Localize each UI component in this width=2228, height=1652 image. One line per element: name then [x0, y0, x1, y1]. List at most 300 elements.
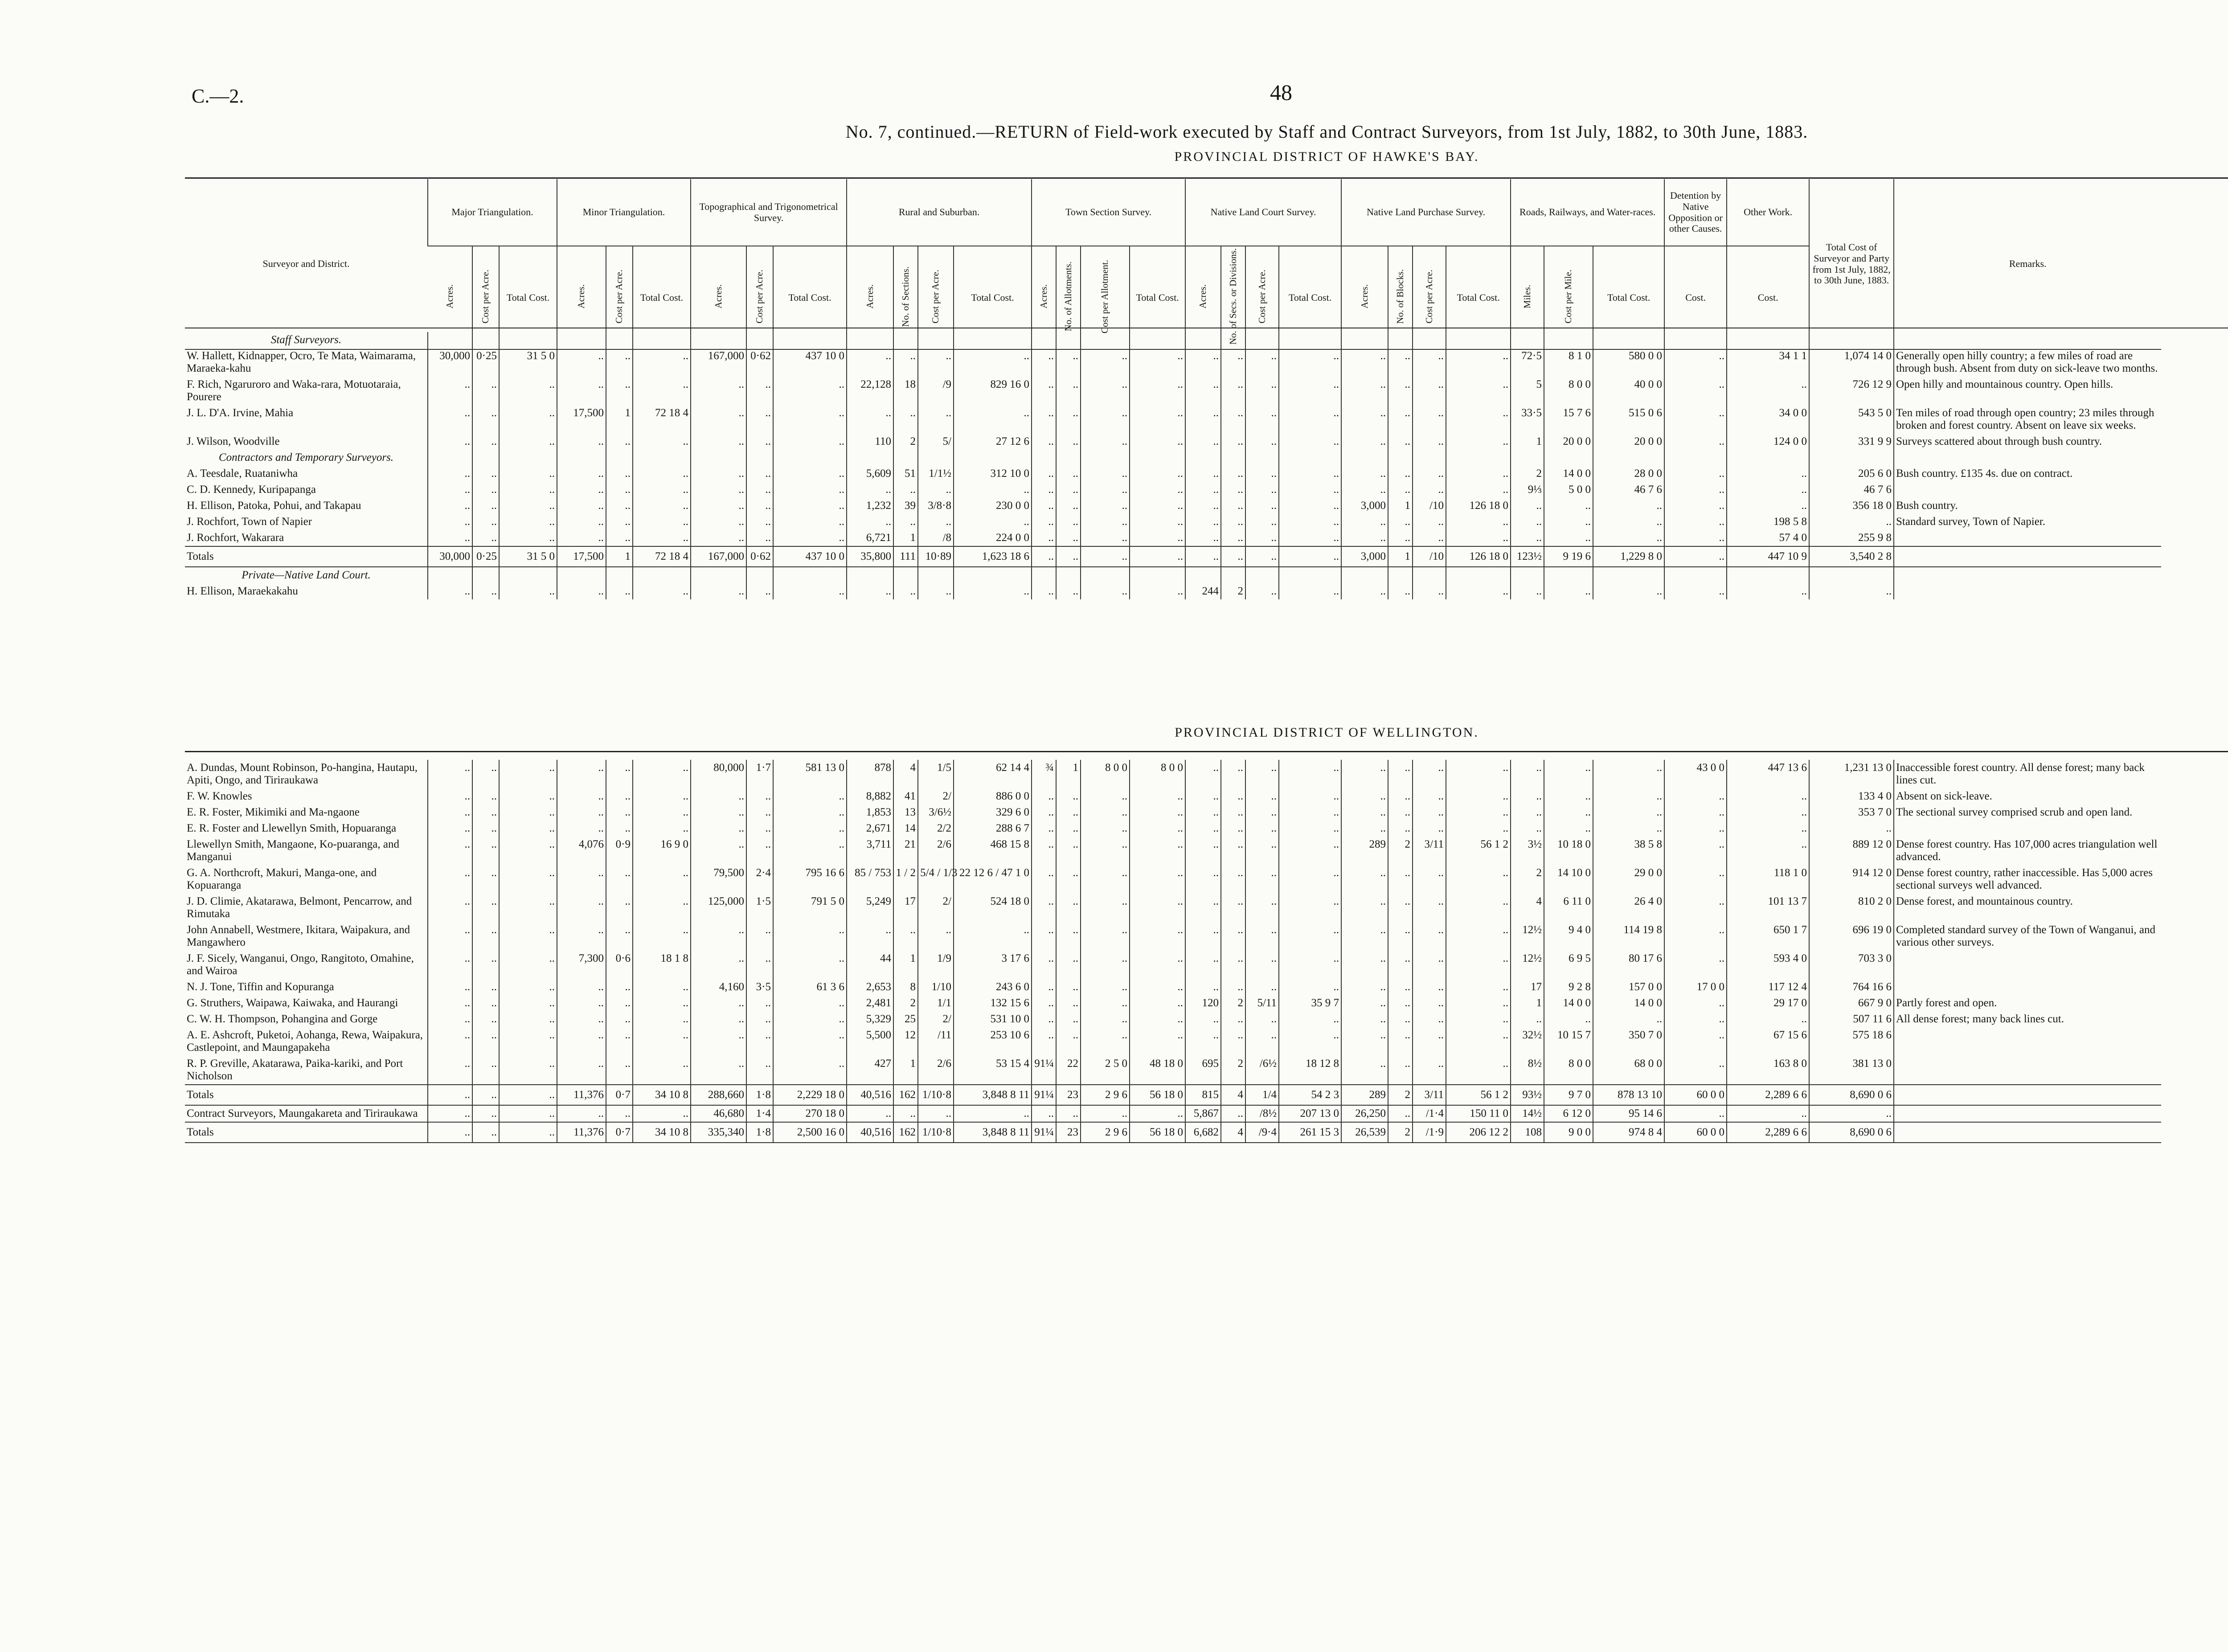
- cell-rs-a: 85 / 753: [847, 865, 893, 894]
- cell-rs-c: ..: [918, 348, 954, 377]
- cell-nl-a: ..: [1185, 514, 1221, 530]
- cell-empty: [499, 450, 557, 466]
- cell-nl-n: 2: [1221, 583, 1245, 599]
- cell-rs-c: 2/6: [918, 1056, 954, 1085]
- cell-ts-a: ..: [1032, 514, 1056, 530]
- cell-mi-a: 11,376: [557, 1122, 606, 1143]
- subheader-label: No. of Sections.: [900, 266, 911, 327]
- cell-ts-c: ..: [1081, 1027, 1130, 1056]
- subheader-label: Total Cost.: [1607, 291, 1651, 303]
- subheader-label: Total Cost.: [1288, 291, 1332, 303]
- cell-oth: ..: [1727, 377, 1809, 405]
- cell-nl-c: /9·4: [1245, 1122, 1279, 1143]
- cell-nl-c: ..: [1245, 1011, 1279, 1027]
- cell-ts-c: ..: [1081, 995, 1130, 1011]
- cell-nl-n: ..: [1221, 546, 1245, 567]
- cell-mj-t: ..: [499, 788, 557, 804]
- cell-mi-a: ..: [557, 979, 606, 995]
- cell-mj-c: ..: [472, 865, 499, 894]
- cell-name: J. Rochfort, Town of Napier: [187, 516, 312, 528]
- subheader-label: Total Cost.: [1136, 291, 1179, 303]
- cell-name: R. P. Greville, Akatarawa, Paika-kariki, and Port Nicholson: [187, 1058, 403, 1082]
- subheader-label: No. of Blocks.: [1394, 269, 1405, 324]
- subheader-label: Cost per Acre.: [930, 269, 941, 324]
- cell-mj-c: ..: [472, 922, 499, 951]
- cell-name: Totals: [185, 1122, 428, 1143]
- cell-tp-t: 791 5 0: [773, 894, 847, 922]
- cell-ts-c: 2 9 6: [1081, 1085, 1130, 1105]
- cell-np-a: ..: [1341, 820, 1388, 836]
- cell-rd-m: 1: [1511, 995, 1544, 1011]
- cell-mi-a: ..: [557, 865, 606, 894]
- cell-mj-a: ..: [428, 995, 472, 1011]
- cell-tp-a: 80,000: [691, 760, 746, 788]
- cell-np-c: ..: [1413, 1027, 1446, 1056]
- cell-rs-n: ..: [893, 514, 918, 530]
- cell-tp-a: ..: [691, 995, 746, 1011]
- cell-empty: [1446, 332, 1511, 348]
- cell-np-n: 2: [1388, 1122, 1413, 1143]
- cell-tp-c: 1·4: [746, 1105, 773, 1122]
- top-rule: [185, 177, 2228, 179]
- table-row: [185, 348, 2161, 377]
- cell-empty: [954, 332, 1032, 348]
- cell-oth: 29 17 0: [1727, 995, 1809, 1011]
- cell-mj-a: 30,000: [428, 348, 472, 377]
- cell-rs-t: 230 0 0: [954, 498, 1032, 514]
- cell-mj-c: ..: [472, 1011, 499, 1027]
- column-header: [185, 179, 2161, 350]
- cell-rs-c: 10·89: [918, 546, 954, 567]
- cell-empty: [1341, 567, 1388, 583]
- cell-rs-c: ..: [918, 1105, 954, 1122]
- cell-nl-c: ..: [1245, 348, 1279, 377]
- cell-nl-t: ..: [1279, 820, 1341, 836]
- cell-ts-t: ..: [1130, 434, 1185, 450]
- cell-rd-t: 1,229 8 0: [1593, 546, 1664, 567]
- cell-empty: [847, 332, 893, 348]
- cell-rs-n: 1: [893, 1056, 918, 1085]
- cell-mi-c: 0·7: [606, 1085, 633, 1105]
- cell-name: John Annabell, Westmere, Ikitara, Waipakura, and Mangawhero: [187, 924, 410, 948]
- cell-mj-c: ..: [472, 434, 499, 450]
- cell-nl-n: 2: [1221, 1056, 1245, 1085]
- cell-oth: ..: [1727, 788, 1809, 804]
- cell-empty: [472, 332, 499, 348]
- cell-mj-c: ..: [472, 788, 499, 804]
- header-other: Other Work.: [1727, 179, 1809, 246]
- cell-tp-c: ..: [746, 922, 773, 951]
- cell-empty: [1081, 332, 1130, 348]
- cell-ts-n: ..: [1056, 583, 1081, 599]
- cell-mi-a: ..: [557, 1105, 606, 1122]
- cell-empty: [1511, 567, 1544, 583]
- cell-empty: [1446, 450, 1511, 466]
- cell-np-a: 3,000: [1341, 498, 1388, 514]
- cell-empty: [1341, 450, 1388, 466]
- cell-det: ..: [1664, 836, 1727, 865]
- cell-nl-a: 244: [1185, 583, 1221, 599]
- cell-ts-c: ..: [1081, 820, 1130, 836]
- cell-nl-t: ..: [1279, 466, 1341, 482]
- cell-mi-c: ..: [606, 434, 633, 450]
- cell-tp-t: ..: [773, 788, 847, 804]
- cell-name: J. Rochfort, Wakarara: [187, 532, 284, 544]
- cell-ts-n: ..: [1056, 922, 1081, 951]
- cell-rd-m: ..: [1511, 788, 1544, 804]
- cell-mj-c: 0·25: [472, 546, 499, 567]
- cell-rs-c: 2/: [918, 894, 954, 922]
- cell-nl-a: 6,682: [1185, 1122, 1221, 1143]
- cell-name: W. Hallett, Kidnapper, Ocro, Te Mata, Waimarama, Maraeka-kahu: [187, 350, 416, 374]
- cell-tot: 353 7 0: [1809, 804, 1894, 820]
- cell-rd-t: 974 8 4: [1593, 1122, 1664, 1143]
- cell-mj-a: ..: [428, 1085, 472, 1105]
- cell-mj-c: ..: [472, 820, 499, 836]
- cell-tp-c: 1·8: [746, 1085, 773, 1105]
- cell-det: 43 0 0: [1664, 760, 1727, 788]
- cell-ts-n: ..: [1056, 498, 1081, 514]
- cell-rs-t: 288 6 7: [954, 820, 1032, 836]
- cell-mi-c: ..: [606, 1011, 633, 1027]
- cell-ts-c: 2 5 0: [1081, 1056, 1130, 1085]
- cell-rd-c: 14 0 0: [1544, 995, 1593, 1011]
- cell-np-t: 150 11 0: [1446, 1105, 1511, 1122]
- cell-np-t: ..: [1446, 804, 1511, 820]
- cell-empty: [1388, 567, 1413, 583]
- cell-det: ..: [1664, 434, 1727, 450]
- cell-tp-c: 0·62: [746, 546, 773, 567]
- cell-rs-n: 2: [893, 434, 918, 450]
- cell-ts-c: ..: [1081, 836, 1130, 865]
- cell-rd-t: 95 14 6: [1593, 1105, 1664, 1122]
- cell-mj-a: ..: [428, 498, 472, 514]
- cell-mj-c: ..: [472, 482, 499, 498]
- cell-rs-c: /11: [918, 1027, 954, 1056]
- cell-nl-c: ..: [1245, 922, 1279, 951]
- cell-np-n: 2: [1388, 836, 1413, 865]
- cell-mi-a: 7,300: [557, 951, 606, 979]
- cell-tp-a: ..: [691, 836, 746, 865]
- cell-mi-t: ..: [633, 804, 691, 820]
- cell-nl-t: ..: [1279, 865, 1341, 894]
- cell-rd-c: 9 0 0: [1544, 1122, 1593, 1143]
- cell-rs-a: 5,500: [847, 1027, 893, 1056]
- cell-ts-t: ..: [1130, 1011, 1185, 1027]
- cell-rd-c: 9 7 0: [1544, 1085, 1593, 1105]
- cell-ts-t: ..: [1130, 865, 1185, 894]
- cell-rs-n: 1: [893, 951, 918, 979]
- section-heading-hawkes-bay: PROVINCIAL DISTRICT OF HAWKE'S BAY.: [1174, 149, 1479, 164]
- cell-np-c: 3/11: [1413, 1085, 1446, 1105]
- cell-empty: [1413, 332, 1446, 348]
- cell-np-a: ..: [1341, 894, 1388, 922]
- cell-np-c: ..: [1413, 482, 1446, 498]
- cell-mi-t: ..: [633, 894, 691, 922]
- cell-ts-a: ..: [1032, 865, 1056, 894]
- cell-mi-t: ..: [633, 1056, 691, 1085]
- subheader-label: Cost per Mile.: [1563, 269, 1574, 324]
- cell-name: A. Teesdale, Ruataniwha: [187, 467, 298, 480]
- cell-nl-a: ..: [1185, 405, 1221, 434]
- cell-np-a: 26,250: [1341, 1105, 1388, 1122]
- cell-mj-c: ..: [472, 804, 499, 820]
- cell-mi-c: ..: [606, 466, 633, 482]
- totals-row: [185, 1122, 2161, 1143]
- cell-nl-n: ..: [1221, 498, 1245, 514]
- cell-np-t: ..: [1446, 348, 1511, 377]
- cell-np-n: ..: [1388, 788, 1413, 804]
- cell-np-c: /10: [1413, 546, 1446, 567]
- cell-tp-t: ..: [773, 820, 847, 836]
- cell-nl-a: ..: [1185, 788, 1221, 804]
- table-row: [185, 434, 2161, 450]
- cell-rd-c: 6 9 5: [1544, 951, 1593, 979]
- header-total-cost: Total Cost of Surveyor and Party from 1st July, 1882, to 30th June, 1883.: [1809, 179, 1894, 349]
- cell-ts-t: ..: [1130, 405, 1185, 434]
- subheader-label: Total Cost.: [506, 291, 550, 303]
- cell-empty: [499, 332, 557, 348]
- cell-rs-c: /9: [918, 377, 954, 405]
- cell-mi-c: ..: [606, 995, 633, 1011]
- cell-ts-c: ..: [1081, 514, 1130, 530]
- cell-det: ..: [1664, 1027, 1727, 1056]
- cell-mj-c: ..: [472, 514, 499, 530]
- cell-name: E. R. Foster, Mikimiki and Ma-ngaone: [187, 806, 360, 818]
- cell-mj-t: 31 5 0: [499, 348, 557, 377]
- cell-det: ..: [1664, 951, 1727, 979]
- cell-tp-t: ..: [773, 377, 847, 405]
- cell-rd-t: 80 17 6: [1593, 951, 1664, 979]
- section-label: Contractors and Temporary Surveyors.: [218, 451, 394, 463]
- subheader-label: Cost.: [1685, 291, 1706, 303]
- subheader-label: Total Cost.: [971, 291, 1014, 303]
- cell-nl-n: ..: [1221, 514, 1245, 530]
- cell-tp-t: ..: [773, 804, 847, 820]
- cell-nl-n: ..: [1221, 482, 1245, 498]
- cell-rs-t: 329 6 0: [954, 804, 1032, 820]
- cell-empty: [1130, 567, 1185, 583]
- cell-mi-c: ..: [606, 377, 633, 405]
- cell-tp-t: ..: [773, 514, 847, 530]
- cell-tp-c: 2·4: [746, 865, 773, 894]
- cell-empty: [1221, 567, 1245, 583]
- cell-empty: [1032, 567, 1056, 583]
- cell-mi-a: ..: [557, 583, 606, 599]
- cell-tp-a: 46,680: [691, 1105, 746, 1122]
- cell-nl-t: ..: [1279, 377, 1341, 405]
- cell-empty: [1894, 332, 2161, 348]
- cell-tp-t: ..: [773, 583, 847, 599]
- cell-mi-c: ..: [606, 820, 633, 836]
- cell-ts-n: ..: [1056, 546, 1081, 567]
- cell-rd-m: 93½: [1511, 1085, 1544, 1105]
- cell-oth: ..: [1727, 498, 1809, 514]
- cell-tot: 133 4 0: [1809, 788, 1894, 804]
- cell-rs-a: 1,232: [847, 498, 893, 514]
- cell-mi-t: ..: [633, 979, 691, 995]
- cell-rd-m: ..: [1511, 583, 1544, 599]
- cell-mi-a: 17,500: [557, 546, 606, 567]
- cell-det: ..: [1664, 1105, 1727, 1122]
- cell-nl-c: ..: [1245, 979, 1279, 995]
- cell-rs-n: ..: [893, 348, 918, 377]
- cell-rd-t: ..: [1593, 788, 1664, 804]
- section-label-row: [185, 450, 2161, 466]
- cell-mj-c: ..: [472, 1122, 499, 1143]
- cell-np-a: ..: [1341, 377, 1388, 405]
- cell-det: ..: [1664, 530, 1727, 546]
- cell-mj-a: ..: [428, 377, 472, 405]
- cell-tot: 205 6 0: [1809, 466, 1894, 482]
- cell-tot: 543 5 0: [1809, 405, 1894, 434]
- cell-mj-c: ..: [472, 1027, 499, 1056]
- cell-tp-c: ..: [746, 405, 773, 434]
- cell-ts-t: ..: [1130, 482, 1185, 498]
- cell-ts-t: ..: [1130, 1105, 1185, 1122]
- cell-rd-m: ..: [1511, 1011, 1544, 1027]
- cell-nl-n: ..: [1221, 865, 1245, 894]
- cell-tp-t: ..: [773, 951, 847, 979]
- cell-rd-m: 2: [1511, 865, 1544, 894]
- cell-ts-a: ..: [1032, 1027, 1056, 1056]
- cell-ts-a: ..: [1032, 530, 1056, 546]
- cell-tp-c: ..: [746, 482, 773, 498]
- cell-nl-a: ..: [1185, 498, 1221, 514]
- cell-empty: [1809, 567, 1894, 583]
- cell-mi-t: ..: [633, 583, 691, 599]
- cell-tp-c: ..: [746, 583, 773, 599]
- cell-ts-a: ..: [1032, 804, 1056, 820]
- cell-tp-c: ..: [746, 1011, 773, 1027]
- cell-tp-t: 61 3 6: [773, 979, 847, 995]
- cell-nl-n: ..: [1221, 1027, 1245, 1056]
- cell-np-c: ..: [1413, 466, 1446, 482]
- cell-nl-a: 120: [1185, 995, 1221, 1011]
- cell-rs-t: 3,848 8 11: [954, 1085, 1032, 1105]
- cell-name: F. W. Knowles: [187, 790, 252, 802]
- cell-det: ..: [1664, 804, 1727, 820]
- cell-rs-a: 3,711: [847, 836, 893, 865]
- cell-mj-c: ..: [472, 836, 499, 865]
- cell-tot: ..: [1809, 583, 1894, 599]
- cell-rs-c: 3/6½: [918, 804, 954, 820]
- cell-mi-c: 1: [606, 405, 633, 434]
- cell-tp-a: 79,500: [691, 865, 746, 894]
- cell-empty: [1279, 450, 1341, 466]
- cell-mi-c: ..: [606, 979, 633, 995]
- cell-ts-c: ..: [1081, 804, 1130, 820]
- cell-mj-a: ..: [428, 1056, 472, 1085]
- cell-tp-t: ..: [773, 1056, 847, 1085]
- cell-nl-t: ..: [1279, 951, 1341, 979]
- cell-mj-c: ..: [472, 1105, 499, 1122]
- cell-rs-n: 18: [893, 377, 918, 405]
- cell-oth: 447 13 6: [1727, 760, 1809, 788]
- cell-tot: ..: [1809, 514, 1894, 530]
- cell-ts-a: ..: [1032, 377, 1056, 405]
- cell-mi-a: ..: [557, 995, 606, 1011]
- table-row: [185, 466, 2161, 482]
- cell-np-t: 56 1 2: [1446, 836, 1511, 865]
- cell-np-t: ..: [1446, 514, 1511, 530]
- cell-empty: [1185, 332, 1221, 348]
- cell-np-t: ..: [1446, 377, 1511, 405]
- cell-np-a: ..: [1341, 482, 1388, 498]
- cell-empty: [1727, 332, 1809, 348]
- cell-rd-t: 28 0 0: [1593, 466, 1664, 482]
- cell-det: ..: [1664, 788, 1727, 804]
- cell-rs-a: ..: [847, 922, 893, 951]
- cell-rs-c: 1/10·8: [918, 1122, 954, 1143]
- cell-np-c: ..: [1413, 348, 1446, 377]
- cell-tp-c: 3·5: [746, 979, 773, 995]
- cell-tp-c: 0·62: [746, 348, 773, 377]
- cell-mj-a: ..: [428, 865, 472, 894]
- cell-rs-c: 1/1½: [918, 466, 954, 482]
- cell-name: A. E. Ashcroft, Puketoi, Aohanga, Rewa, Waipakura, Castlepoint, and Maungapakeha: [187, 1029, 423, 1054]
- subheader-label: Cost per Acre.: [1256, 269, 1267, 324]
- cell-rem: Ten miles of road through open country; 23 miles through broken and forest country. Absent on leave six weeks.: [1894, 405, 2161, 434]
- table-row: [185, 865, 2161, 894]
- cell-oth: ..: [1727, 1105, 1809, 1122]
- cell-tp-a: ..: [691, 405, 746, 434]
- cell-empty: [472, 567, 499, 583]
- cell-mj-a: ..: [428, 583, 472, 599]
- cell-nl-a: ..: [1185, 951, 1221, 979]
- cell-nl-c: ..: [1245, 951, 1279, 979]
- cell-ts-n: ..: [1056, 1105, 1081, 1122]
- cell-oth: 2,289 6 6: [1727, 1085, 1809, 1105]
- cell-ts-n: ..: [1056, 1027, 1081, 1056]
- cell-rd-c: 9 4 0: [1544, 922, 1593, 951]
- cell-mj-c: ..: [472, 951, 499, 979]
- cell-np-c: ..: [1413, 820, 1446, 836]
- cell-empty: [893, 567, 918, 583]
- wellington-table: [185, 760, 2161, 1143]
- cell-ts-a: ..: [1032, 1011, 1056, 1027]
- cell-nl-n: ..: [1221, 820, 1245, 836]
- cell-empty: [499, 567, 557, 583]
- cell-tot: 703 3 0: [1809, 951, 1894, 979]
- cell-nl-t: ..: [1279, 530, 1341, 546]
- cell-rs-t: ..: [954, 583, 1032, 599]
- cell-nl-c: ..: [1245, 583, 1279, 599]
- cell-nl-c: /8½: [1245, 1105, 1279, 1122]
- cell-np-c: ..: [1413, 530, 1446, 546]
- cell-rd-c: ..: [1544, 498, 1593, 514]
- cell-tot: 889 12 0: [1809, 836, 1894, 865]
- cell-rs-a: 2,653: [847, 979, 893, 995]
- cell-mj-c: 0·25: [472, 348, 499, 377]
- cell-tot: 8,690 0 6: [1809, 1085, 1894, 1105]
- cell-rs-c: 3/8·8: [918, 498, 954, 514]
- cell-empty: [1056, 450, 1081, 466]
- cell-rd-t: ..: [1593, 498, 1664, 514]
- cell-np-a: ..: [1341, 804, 1388, 820]
- cell-rs-n: 41: [893, 788, 918, 804]
- cell-rd-m: 33·5: [1511, 405, 1544, 434]
- cell-nl-a: ..: [1185, 760, 1221, 788]
- cell-empty: [633, 450, 691, 466]
- table-row: [185, 951, 2161, 979]
- subheader-label: Cost per Acre.: [1423, 269, 1434, 324]
- cell-ts-t: ..: [1130, 546, 1185, 567]
- subheader-label: No. of Allotments.: [1062, 262, 1073, 332]
- cell-empty: [428, 450, 472, 466]
- cell-empty: [428, 332, 472, 348]
- cell-rs-t: 312 10 0: [954, 466, 1032, 482]
